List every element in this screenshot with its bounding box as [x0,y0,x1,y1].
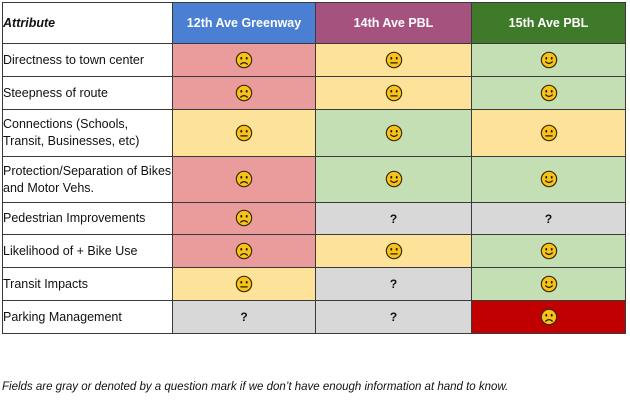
happy-face-icon [540,275,558,292]
rating-cell-happy [472,157,626,203]
happy-face-icon [540,51,558,68]
happy-face-icon [385,124,403,141]
header-row [3,3,626,44]
rating-cell-neutral [173,268,316,301]
sad-face-icon [235,84,253,101]
table-row [3,235,626,268]
attribute-label: Connections (Schools, Transit, Businesses, etc) [3,110,173,157]
attribute-label: Parking Management [3,301,173,334]
rating-cell-happy [472,77,626,110]
option-header-14th-ave-pbl: 14th Ave PBL [316,3,472,44]
rating-cell-happy [472,44,626,77]
happy-face-icon [540,242,558,259]
rating-cell-sad [173,203,316,235]
happy-face-icon [540,84,558,101]
comparison-table [2,2,626,334]
option-header-15th-ave-pbl: 15th Ave PBL [472,3,626,44]
attribute-label: Directness to town center [3,44,173,77]
neutral-face-icon [235,275,253,292]
attribute-label: Protection/Separation of Bikes and Motor Vehs. [3,157,173,203]
rating-cell-neutral [316,235,472,268]
rating-cell-happy [472,268,626,301]
attribute-label: Transit Impacts [3,268,173,301]
table-row [3,77,626,110]
unknown-mark: ? [240,310,248,324]
rating-cell-unknown [316,268,472,301]
table-row [3,157,626,203]
option-header-12th-ave-greenway: 12th Ave Greenway [173,3,316,44]
happy-face-icon [385,171,403,188]
neutral-face-icon [385,51,403,68]
happy-face-icon [540,171,558,188]
neutral-face-icon [385,84,403,101]
table-row [3,268,626,301]
rating-cell-happy [316,157,472,203]
table-body [3,44,626,334]
rating-cell-unknown [173,301,316,334]
table-row [3,110,626,157]
rating-cell-sad [173,44,316,77]
unknown-mark: ? [389,310,398,324]
table-row [3,44,626,77]
attribute-column-header: Attribute [3,3,173,44]
rating-cell-unknown [472,203,626,235]
rating-cell-happy [316,110,472,157]
rating-cell-sad [173,77,316,110]
neutral-face-icon [385,242,403,259]
attribute-label: Likelihood of + Bike Use [3,235,173,268]
rating-cell-happy [472,235,626,268]
attribute-label: Pedestrian Improvements [3,203,173,235]
rating-cell-neutral [173,110,316,157]
rating-cell-unknown [316,301,472,334]
unknown-mark: ? [544,211,553,226]
rating-cell-unknown [316,203,472,235]
rating-cell-sad [173,235,316,268]
rating-cell-very-sad [472,301,626,334]
unknown-mark: ? [389,211,398,226]
sad-face-icon [235,210,253,227]
rating-cell-neutral [472,110,626,157]
sad-face-icon [235,171,253,188]
table-row [3,203,626,235]
unknown-mark: ? [389,277,398,291]
attribute-label: Steepness of route [3,77,173,110]
very-sad-face-icon [540,308,558,325]
rating-cell-neutral [316,44,472,77]
rating-cell-neutral [316,77,472,110]
sad-face-icon [235,242,253,259]
rating-cell-sad [173,157,316,203]
footnote: Fields are gray or denoted by a question mark if we don’t have enough information at hand to know. [2,381,509,393]
neutral-face-icon [540,124,558,141]
sad-face-icon [235,51,253,68]
neutral-face-icon [235,124,253,141]
table-row [3,301,626,334]
